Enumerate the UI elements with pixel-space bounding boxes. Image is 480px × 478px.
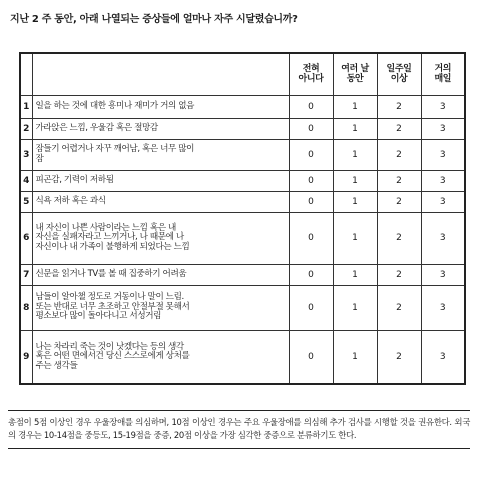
score-option[interactable]: 2 xyxy=(377,264,421,285)
row-number: 4 xyxy=(20,170,32,191)
row-number: 2 xyxy=(20,118,32,139)
score-option[interactable]: 3 xyxy=(421,212,465,264)
table-row xyxy=(20,285,465,330)
symptom-text: 나는 차라리 죽는 것이 낫겠다는 등의 생각 혹은 어떤 면에서건 당신 스스로에게 상처를 주는 생각들 xyxy=(32,330,289,384)
score-option[interactable]: 2 xyxy=(377,170,421,191)
score-option[interactable]: 3 xyxy=(421,191,465,212)
score-option[interactable]: 3 xyxy=(421,330,465,384)
header-item xyxy=(32,53,289,95)
score-option[interactable]: 1 xyxy=(333,118,377,139)
row-number: 6 xyxy=(20,212,32,264)
score-option[interactable]: 2 xyxy=(377,285,421,330)
score-option[interactable]: 1 xyxy=(333,170,377,191)
score-option[interactable]: 1 xyxy=(333,212,377,264)
table-row xyxy=(20,212,465,264)
header-more-than-week: 일주일 이상 xyxy=(377,53,421,95)
symptom-text: 잠들기 어렵거나 자꾸 깨어남, 혹은 너무 많이 잠 xyxy=(32,139,289,170)
score-option[interactable]: 1 xyxy=(333,139,377,170)
score-option[interactable]: 0 xyxy=(289,330,333,384)
score-option[interactable]: 2 xyxy=(377,95,421,118)
symptom-text: 신문을 읽거나 TV를 볼 때 집중하기 어려움 xyxy=(32,264,289,285)
score-option[interactable]: 2 xyxy=(377,330,421,384)
symptom-text: 가라앉은 느낌, 우울감 혹은 절망감 xyxy=(32,118,289,139)
score-option[interactable]: 1 xyxy=(333,264,377,285)
score-option[interactable]: 0 xyxy=(289,118,333,139)
score-option[interactable]: 3 xyxy=(421,139,465,170)
table-row xyxy=(20,139,465,170)
score-option[interactable]: 2 xyxy=(377,118,421,139)
question-title: 지난 2 주 동안, 아래 나열되는 증상들에 얼마나 자주 시달렸습니까? xyxy=(10,14,298,25)
score-option[interactable]: 2 xyxy=(377,212,421,264)
table-row xyxy=(20,118,465,139)
score-option[interactable]: 1 xyxy=(333,330,377,384)
row-number: 9 xyxy=(20,330,32,384)
score-option[interactable]: 2 xyxy=(377,191,421,212)
score-option[interactable]: 1 xyxy=(333,191,377,212)
row-number: 7 xyxy=(20,264,32,285)
header-number xyxy=(20,53,32,95)
table-row xyxy=(20,95,465,118)
symptom-table xyxy=(19,52,466,385)
row-number: 5 xyxy=(20,191,32,212)
table-header-row xyxy=(20,53,465,95)
table-row xyxy=(20,264,465,285)
score-option[interactable]: 0 xyxy=(289,191,333,212)
symptom-text: 식욕 저하 혹은 과식 xyxy=(32,191,289,212)
symptom-text: 일을 하는 것에 대한 흥미나 재미가 거의 없음 xyxy=(32,95,289,118)
row-number: 8 xyxy=(20,285,32,330)
score-option[interactable]: 0 xyxy=(289,170,333,191)
score-option[interactable]: 3 xyxy=(421,264,465,285)
row-number: 3 xyxy=(20,139,32,170)
symptom-text: 피곤감, 기력이 저하됨 xyxy=(32,170,289,191)
score-option[interactable]: 3 xyxy=(421,170,465,191)
symptom-text: 내 자신이 나쁜 사람이라는 느낌 혹은 내 자신을 실패자라고 느끼거나, 나 때문에 나 자신이나 내 가족이 불행하게 되었다는 느낌 xyxy=(32,212,289,264)
row-number: 1 xyxy=(20,95,32,118)
score-option[interactable]: 1 xyxy=(333,285,377,330)
symptom-text: 남들이 알아챌 정도로 거동이나 말이 느림. 또는 반대로 너무 초조하고 안절부절 못해서 평소보다 많이 돌아다니고 서성거림 xyxy=(32,285,289,330)
score-option[interactable]: 3 xyxy=(421,285,465,330)
score-option[interactable]: 2 xyxy=(377,139,421,170)
header-not-at-all: 전혀 아니다 xyxy=(289,53,333,95)
score-option[interactable]: 0 xyxy=(289,95,333,118)
score-option[interactable]: 0 xyxy=(289,139,333,170)
header-several-days: 여러 날 동안 xyxy=(333,53,377,95)
table-row xyxy=(20,330,465,384)
score-option[interactable]: 0 xyxy=(289,212,333,264)
score-option[interactable]: 1 xyxy=(333,95,377,118)
score-option[interactable]: 3 xyxy=(421,95,465,118)
score-option[interactable]: 3 xyxy=(421,118,465,139)
score-option[interactable]: 0 xyxy=(289,285,333,330)
footnote: 총점이 5점 이상인 경우 우울장애를 의심하며, 10점 이상인 경우는 주요 우울장애를 의심해 추가 검사를 시행할 것을 권유한다. 외국의 경우는 10-14점을 중등도, 15-19점을 중증, 20점 이상을 가장 심각한 중증으로 분류하기도 한다. xyxy=(8,410,470,449)
table-row xyxy=(20,191,465,212)
header-nearly-every-day: 거의 매일 xyxy=(421,53,465,95)
score-option[interactable]: 0 xyxy=(289,264,333,285)
table-row xyxy=(20,170,465,191)
